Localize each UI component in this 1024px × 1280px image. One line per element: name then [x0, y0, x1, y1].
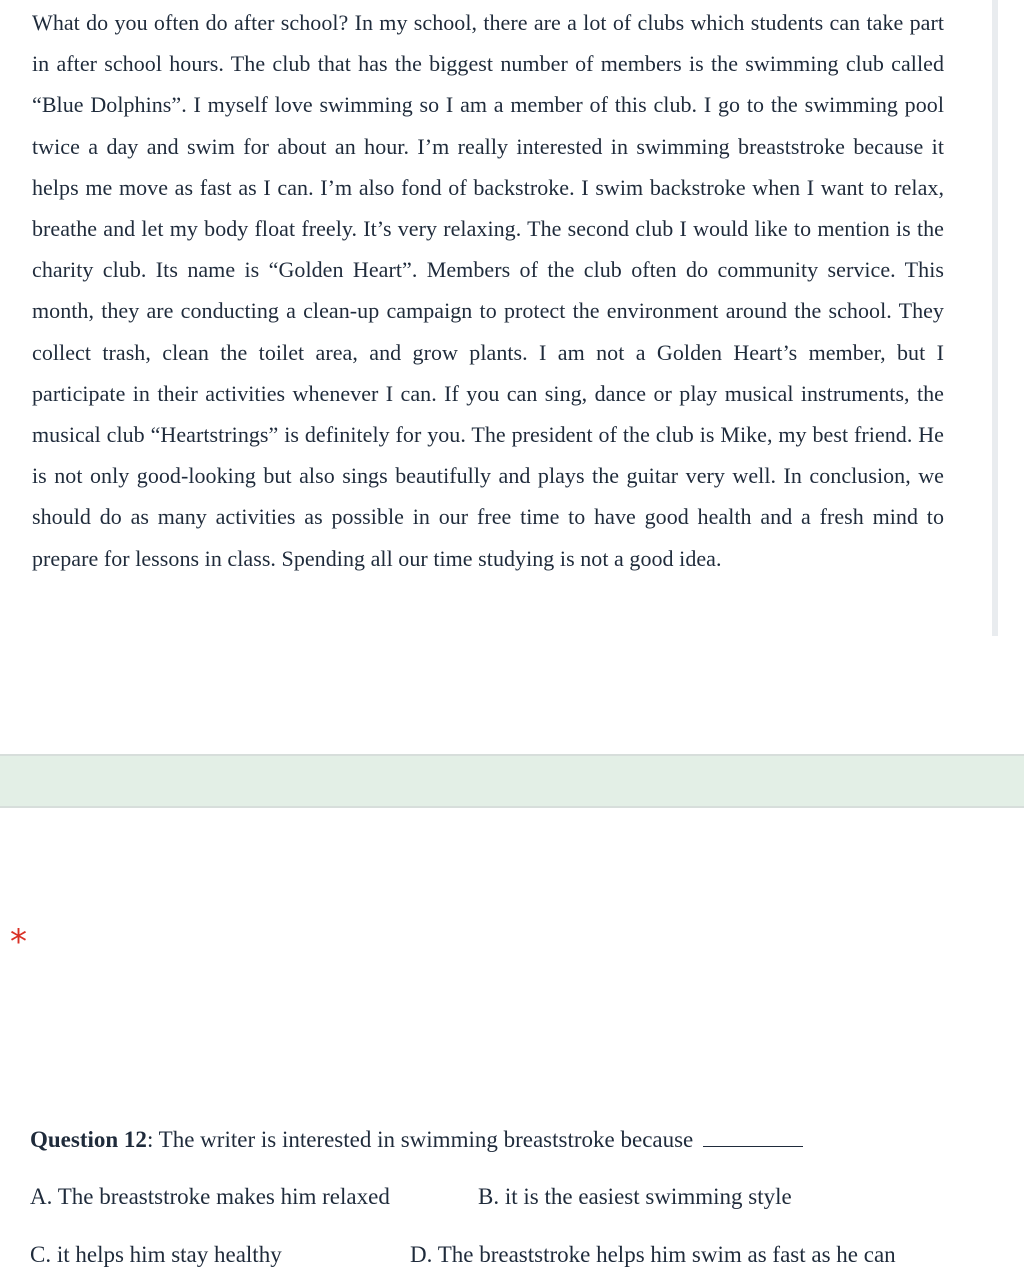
option-text: it is the easiest swimming style — [504, 1184, 792, 1209]
option-b[interactable] — [478, 1177, 792, 1217]
option-letter: D. — [410, 1242, 433, 1267]
option-a[interactable] — [30, 1177, 390, 1217]
option-text: it helps him stay healthy — [56, 1242, 282, 1267]
option-text: The breaststroke makes him relaxed — [57, 1184, 390, 1209]
reading-passage-text: What do you often do after school? In my school, there are a lot of clubs which students can take part in after school hours. The club that has the biggest number of members is the swimming club called “Blue Dolphins”. I myself love swimming so I am a member of this club. I go to the swimming pool twice a day and swim for about an hour. I’m really interested in swimming breaststroke because it helps me move as fast as I can. I’m also fond of backstroke. I swim backstroke when I want to relax, breathe and let my body float freely. It’s very relaxing. The second club I would like to mention is the charity club. Its name is “Golden Heart”. Members of the club often do community service. This month, they are conducting a clean-up campaign to protect the environment around the school. They collect trash, clean the toilet area, and grow plants. I am not a Golden Heart’s member, but I participate in their activities whenever I can. If you can sing, dance or play musical instruments, the musical club “Heartstrings” is definitely for you. The president of the club is Mike, my best friend. He is not only good-looking but also sings beautifully and plays the guitar very well. In conclusion, we should do as many activities as possible in our free time to have good health and a fresh mind to prepare for lessons in class. Spending all our time studying is not a good idea. — [32, 10, 944, 571]
option-text: The breaststroke helps him swim as fast as he can — [437, 1242, 896, 1267]
question-number: Question 12 — [30, 1127, 147, 1152]
required-asterisk-icon: * — [10, 922, 27, 962]
question-separator: : — [146, 1127, 159, 1152]
option-letter: A. — [30, 1184, 53, 1209]
option-letter: C. — [30, 1242, 52, 1267]
question-12 — [30, 1120, 990, 1160]
question-prompt: The writer is interested in swimming breaststroke because — [158, 1127, 700, 1152]
option-c[interactable] — [30, 1235, 282, 1275]
option-d[interactable] — [410, 1235, 896, 1275]
answer-blank — [703, 1124, 803, 1147]
section-divider — [0, 754, 1024, 808]
option-letter: B. — [478, 1184, 500, 1209]
reading-passage-card — [0, 0, 998, 636]
